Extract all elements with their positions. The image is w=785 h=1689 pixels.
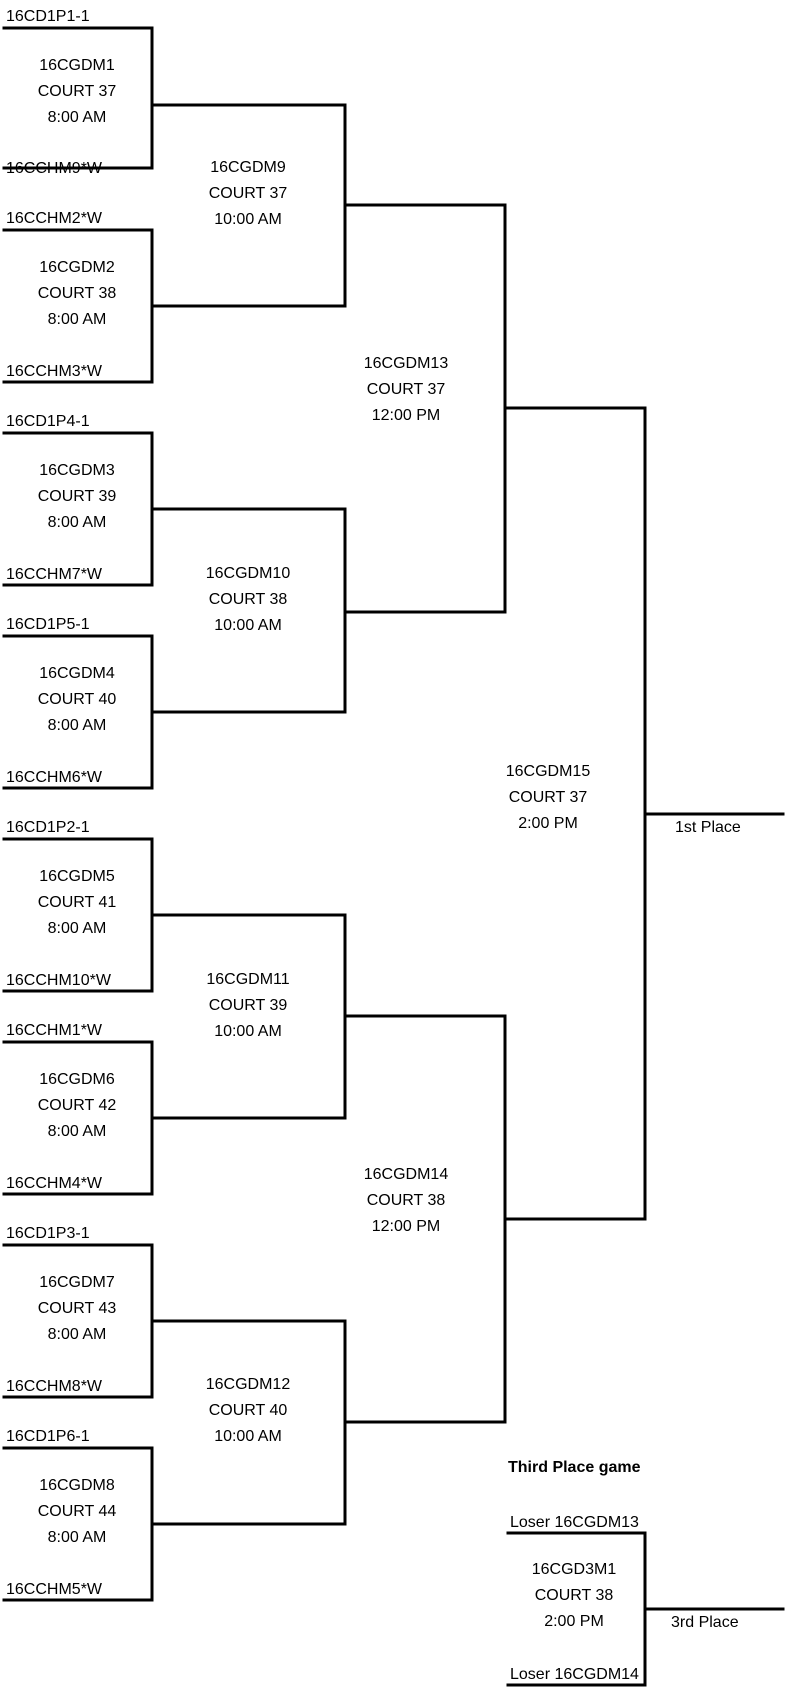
team-label: 16CD1P6-1 bbox=[6, 1428, 90, 1445]
team-label: Loser 16CGDM14 bbox=[510, 1666, 639, 1683]
game-id: 16CGDM11 bbox=[206, 971, 290, 988]
game-court: COURT 38 bbox=[37, 285, 117, 302]
game-court: COURT 42 bbox=[37, 1097, 117, 1114]
game-time: 8:00 AM bbox=[47, 717, 107, 734]
game-id: 16CGDM12 bbox=[205, 1376, 291, 1393]
round2-lines bbox=[345, 105, 505, 1524]
game-time: 2:00 PM bbox=[518, 815, 578, 832]
game-time: 10:00 AM bbox=[214, 1023, 282, 1040]
team-label: 16CD1P2-1 bbox=[6, 819, 90, 836]
team-label: 16CD1P5-1 bbox=[6, 616, 90, 633]
game-court: COURT 40 bbox=[37, 691, 117, 708]
game-court: COURT 37 bbox=[208, 185, 288, 202]
round3-lines bbox=[505, 205, 645, 1422]
game-time: 8:00 AM bbox=[47, 311, 107, 328]
team-label: 16CD1P3-1 bbox=[6, 1225, 90, 1242]
game-id: 16CGDM8 bbox=[39, 1477, 115, 1494]
third-place-heading: Third Place game bbox=[508, 1459, 641, 1476]
game-court: COURT 37 bbox=[366, 381, 446, 398]
game-id: 16CGDM10 bbox=[205, 565, 291, 582]
third-place-lines bbox=[508, 1533, 783, 1685]
game-id: 16CGDM9 bbox=[210, 159, 286, 176]
team-label: 16CD1P4-1 bbox=[6, 413, 90, 430]
team-label: 16CCHM4*W bbox=[6, 1175, 103, 1192]
game-id: 16CGDM3 bbox=[39, 462, 115, 479]
final-lines bbox=[645, 408, 783, 1219]
game-time: 8:00 AM bbox=[47, 1123, 107, 1140]
game-id: 16CGDM7 bbox=[39, 1274, 115, 1291]
game-court: COURT 41 bbox=[37, 894, 117, 911]
team-label: 16CCHM6*W bbox=[6, 769, 103, 786]
game-court: COURT 39 bbox=[37, 488, 117, 505]
game-court: COURT 44 bbox=[37, 1503, 117, 1520]
game-id: 16CGDM2 bbox=[39, 259, 115, 276]
first-place-label: 1st Place bbox=[675, 819, 741, 836]
game-court: COURT 37 bbox=[37, 83, 117, 100]
game-time: 8:00 AM bbox=[47, 1529, 107, 1546]
game-time: 8:00 AM bbox=[47, 109, 107, 126]
team-label: Loser 16CGDM13 bbox=[510, 1514, 639, 1531]
game-id: 16CGDM14 bbox=[363, 1166, 449, 1183]
game-court: COURT 38 bbox=[208, 591, 288, 608]
game-time: 8:00 AM bbox=[47, 1326, 107, 1343]
game-court: COURT 38 bbox=[534, 1587, 614, 1604]
game-court: COURT 39 bbox=[208, 997, 288, 1014]
team-label: 16CCHM5*W bbox=[6, 1581, 103, 1598]
team-label: 16CCHM3*W bbox=[6, 363, 103, 380]
game-id: 16CGDM4 bbox=[39, 665, 115, 682]
game-id: 16CGD3M1 bbox=[531, 1561, 617, 1578]
team-label: 16CD1P1-1 bbox=[6, 8, 90, 25]
team-label: 16CCHM1*W bbox=[6, 1022, 103, 1039]
game-id: 16CGDM15 bbox=[505, 763, 591, 780]
team-label: 16CCHM8*W bbox=[6, 1378, 103, 1395]
team-label: 16CCHM2*W bbox=[6, 210, 103, 227]
game-time: 12:00 PM bbox=[371, 1218, 441, 1235]
third-place-label: 3rd Place bbox=[671, 1614, 739, 1631]
game-id: 16CGDM1 bbox=[39, 57, 115, 74]
game-court: COURT 38 bbox=[366, 1192, 446, 1209]
game-time: 2:00 PM bbox=[544, 1613, 604, 1630]
game-court: COURT 43 bbox=[37, 1300, 117, 1317]
game-id: 16CGDM6 bbox=[39, 1071, 115, 1088]
game-time: 10:00 AM bbox=[214, 211, 282, 228]
team-label: 16CCHM10*W bbox=[6, 972, 111, 989]
team-label: 16CCHM9*W bbox=[6, 160, 103, 177]
game-id: 16CGDM13 bbox=[363, 355, 449, 372]
game-court: COURT 37 bbox=[508, 789, 588, 806]
game-time: 10:00 AM bbox=[214, 617, 282, 634]
game-time: 10:00 AM bbox=[214, 1428, 282, 1445]
team-label: 16CCHM7*W bbox=[6, 566, 103, 583]
game-court: COURT 40 bbox=[208, 1402, 288, 1419]
game-time: 8:00 AM bbox=[47, 920, 107, 937]
game-time: 12:00 PM bbox=[371, 407, 441, 424]
game-time: 8:00 AM bbox=[47, 514, 107, 531]
game-id: 16CGDM5 bbox=[39, 868, 115, 885]
